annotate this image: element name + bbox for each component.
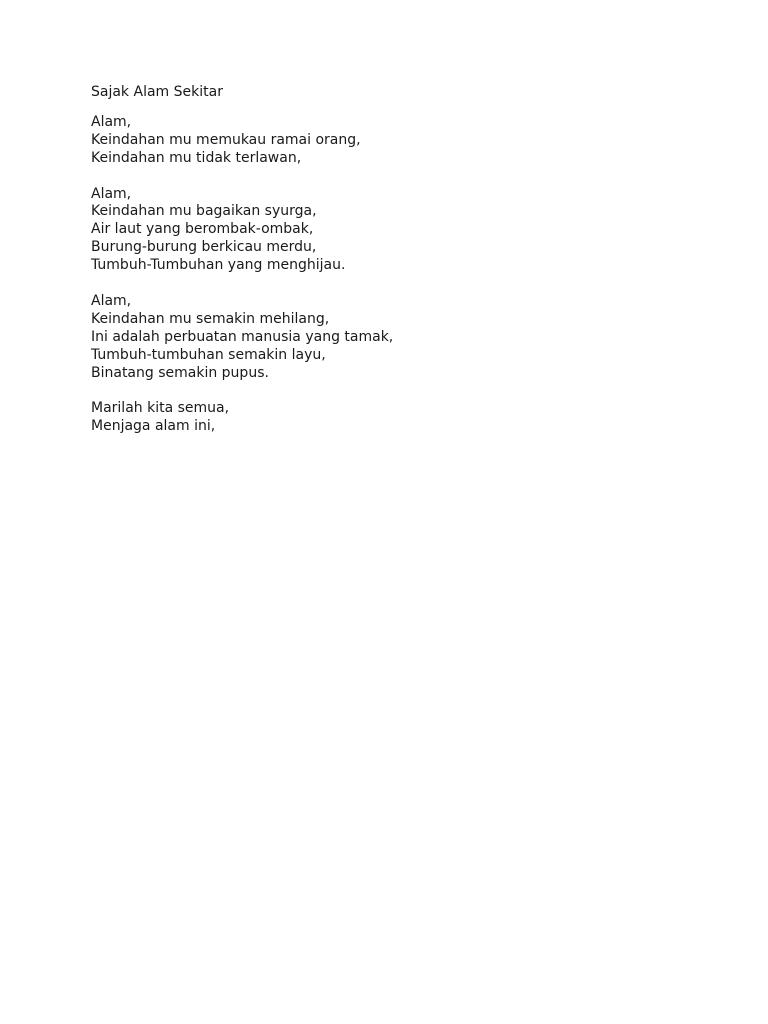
stanza-3: [91, 293, 691, 383]
poem-line: Keindahan mu bagaikan syurga,: [91, 203, 317, 220]
poem-body: [91, 84, 691, 454]
poem-line: Tumbuh-Tumbuhan yang menghijau.: [91, 257, 346, 274]
poem-line: Marilah kita semua,: [91, 400, 230, 417]
poem-line: Ini adalah perbuatan manusia yang tamak,: [91, 328, 394, 345]
poem-line: Air laut yang berombak-ombak,: [91, 221, 314, 238]
poem-line: Tumbuh-tumbuhan semakin layu,: [91, 346, 326, 363]
poem-line: Alam,: [91, 113, 132, 130]
poem-line: Keindahan mu semakin mehilang,: [91, 310, 330, 327]
poem-line: Keindahan mu tidak terlawan,: [91, 149, 302, 166]
stanza-2: [91, 186, 691, 276]
poem-line: Binatang semakin pupus.: [91, 364, 269, 381]
poem-line: Alam,: [91, 292, 132, 309]
stanza-1: [91, 114, 691, 168]
stanza-4: [91, 400, 691, 436]
poem-line: Menjaga alam ini,: [91, 418, 216, 435]
poem-title: Sajak Alam Sekitar: [91, 84, 223, 100]
poem-line: Burung-burung berkicau merdu,: [91, 239, 317, 256]
poem-line: Alam,: [91, 185, 132, 202]
poem-line: Keindahan mu memukau ramai orang,: [91, 131, 361, 148]
